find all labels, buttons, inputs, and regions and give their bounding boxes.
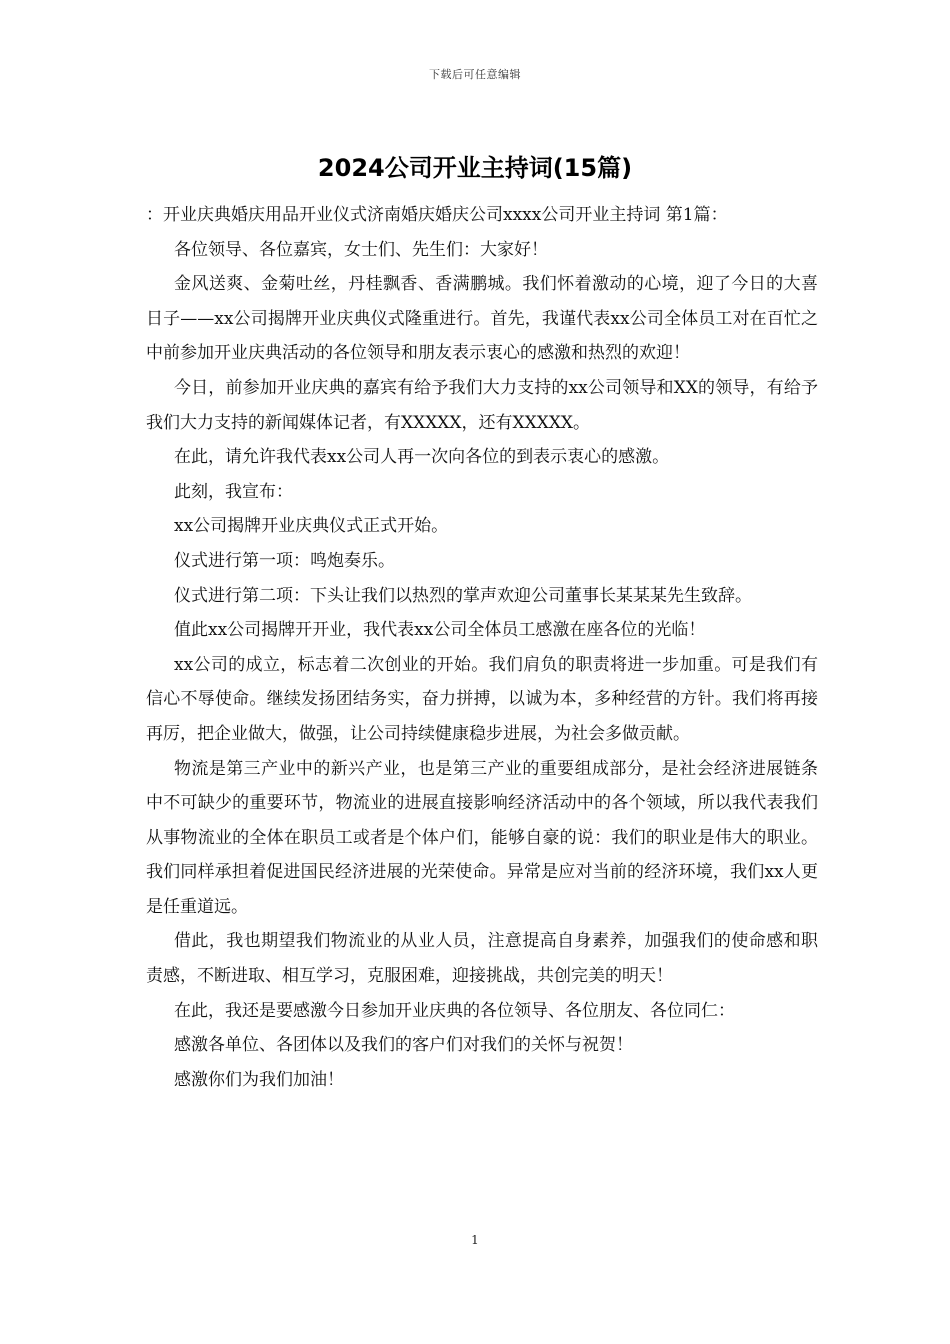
paragraph: xx公司的成立，标志着二次创业的开始。我们肩负的职责将进一步加重。可是我们有信心不辱使命。继续发扬团结务实，奋力拼搏，以诚为本，多种经营的方针。我们将再接再厉，把企业做大，做强，让公司持续健康稳步进展，为社会多做贡献。 — [146, 654, 818, 744]
paragraph: 借此，我也期望我们物流业的从业人员，注意提高自身素养，加强我们的使命感和职责感，不断进取、相互学习，克服困难，迎接挑战，共创完美的明天！ — [146, 931, 818, 987]
paragraph: 在此，请允许我代表xx公司人再一次向各位的到表示衷心的感激。 — [174, 447, 670, 468]
paragraph: 今日，前参加开业庆典的嘉宾有给予我们大力支持的xx公司领导和XX的领导，有给予我们大力支持的新闻媒体记者，有XXXXX，还有XXXXX。 — [146, 377, 818, 433]
paragraph: xx公司揭牌开业庆典仪式正式开始。 — [174, 516, 449, 537]
page-number: 1 — [471, 1233, 479, 1247]
paragraph-greeting: 各位领导、各位嘉宾，女士们、先生们：大家好！ — [174, 239, 548, 260]
header-note: 下载后可任意编辑 — [429, 68, 521, 81]
paragraph: 金风送爽、金菊吐丝，丹桂飘香、香满鹏城。我们怀着激动的心境，迎了今日的大喜日子——xx公司揭牌开业庆典仪式隆重进行。首先，我谨代表xx公司全体员工对在百忙之中前参加开业庆典活动的各位领导和朋友表示衷心的感激和热烈的欢迎！ — [146, 274, 818, 364]
paragraph: 仪式进行第二项：下头让我们以热烈的掌声欢迎公司董事长某某某先生致辞。 — [174, 585, 752, 606]
paragraph: 仪式进行第一项：鸣炮奏乐。 — [174, 550, 395, 571]
paragraph: 感激各单位、各团体以及我们的客户们对我们的关怀与祝贺！ — [174, 1035, 633, 1056]
paragraph: 此刻，我宣布： — [174, 481, 293, 502]
paragraph: 感激你们为我们加油！ — [174, 1069, 344, 1090]
paragraph: 在此，我还是要感激今日参加开业庆典的各位领导、各位朋友、各位同仁： — [174, 1000, 735, 1021]
paragraph-intro: ：开业庆典婚庆用品开业仪式济南婚庆婚庆公司xxxx公司开业主持词 第1篇： — [146, 205, 728, 225]
paragraph: 物流是第三产业中的新兴产业，也是第三产业的重要组成部分，是社会经济进展链条中不可缺少的重要环节，物流业的进展直接影响经济活动中的各个领域，所以我代表我们从事物流业的全体在职员工或者是个体户们，能够自豪的说：我们的职业是伟大的职业。我们同样承担着促进国民经济进展的光荣使命。异常是应对当前的经济环境，我们xx人更是任重道远。 — [146, 758, 818, 917]
document-title: 2024公司开业主持词(15篇) — [317, 154, 633, 182]
document-body — [146, 198, 818, 1097]
paragraph: 值此xx公司揭牌开开业，我代表xx公司全体员工感激在座各位的光临！ — [174, 620, 706, 641]
